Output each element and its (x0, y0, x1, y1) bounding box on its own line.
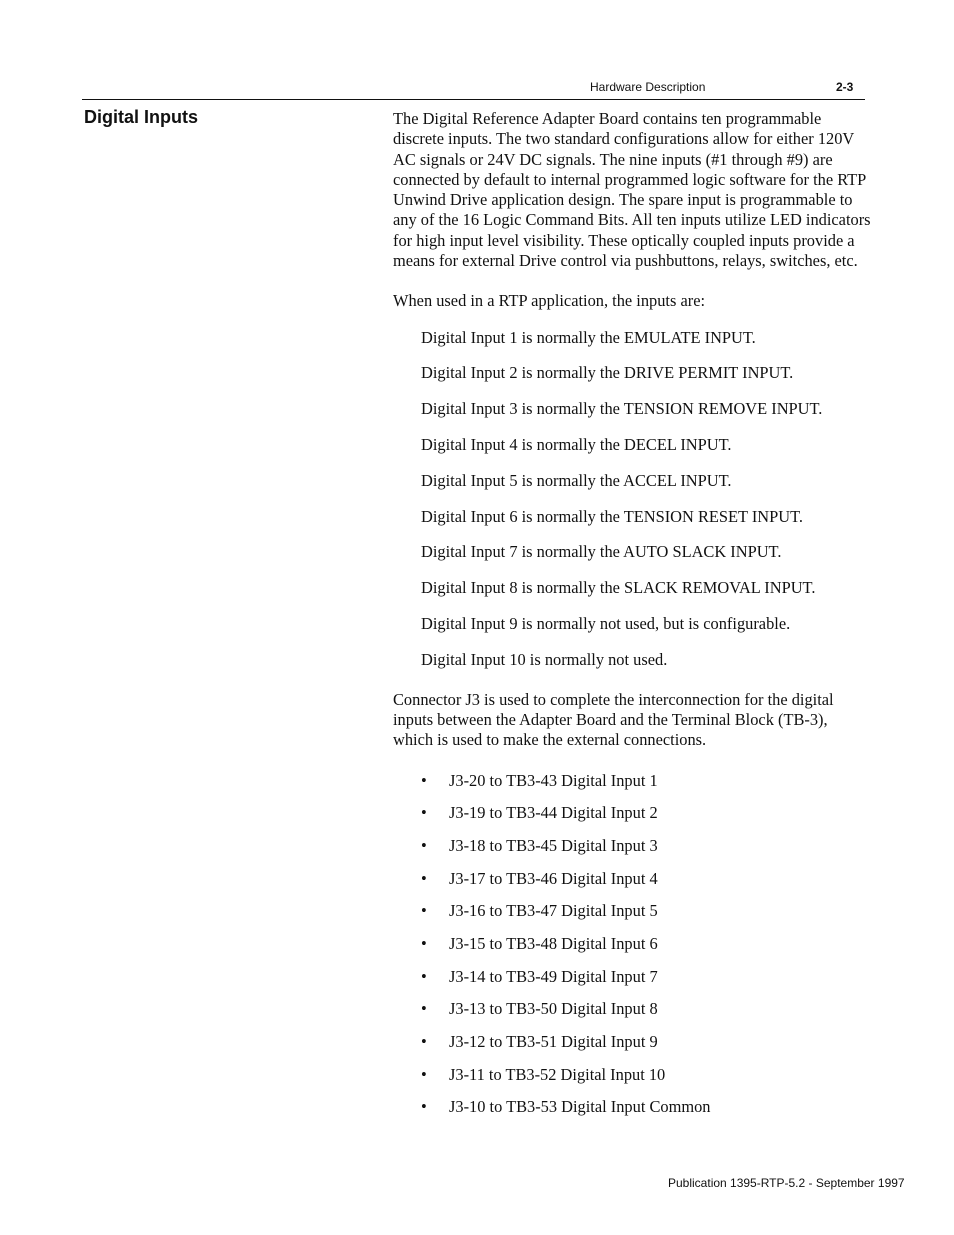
pin-map-text: J3-14 to TB3-49 Digital Input 7 (449, 966, 658, 986)
input-assignment-item: Digital Input 5 is normally the ACCEL INPUT. (421, 470, 732, 490)
page-number: 2-3 (836, 80, 854, 94)
input-assignment-item: Digital Input 1 is normally the EMULATE INPUT. (421, 327, 756, 347)
pin-map-text: J3-17 to TB3-46 Digital Input 4 (449, 868, 658, 888)
pin-map-item (393, 771, 871, 804)
bullet-icon: • (421, 933, 427, 953)
bullet-icon: • (421, 803, 427, 823)
publication-footer: Publication 1395-RTP-5.2 - September 1997 (668, 1176, 905, 1190)
input-assignment-item: Digital Input 6 is normally the TENSION RESET INPUT. (421, 506, 803, 526)
input-assignment-item: Digital Input 10 is normally not used. (421, 649, 668, 669)
bullet-icon: • (421, 999, 427, 1019)
pin-map-item (393, 869, 871, 902)
pin-map-item (393, 1065, 871, 1098)
running-header-title: Hardware Description (590, 80, 706, 94)
connector-paragraph: Connector J3 is used to complete the interconnection for the digital inputs between the Adapter Board and the Terminal Block (TB-3), which is used to make the external connections. (393, 689, 834, 750)
pin-map-item (393, 836, 871, 869)
pin-map-item (393, 999, 871, 1032)
pin-map-text: J3-13 to TB3-50 Digital Input 8 (449, 999, 658, 1019)
input-assignment-item: Digital Input 3 is normally the TENSION REMOVE INPUT. (421, 399, 823, 419)
pin-map-item (393, 1097, 871, 1130)
bullet-icon: • (421, 1097, 427, 1117)
rtp-lead-paragraph: When used in a RTP application, the inputs are: (393, 291, 706, 311)
input-assignment-item: Digital Input 4 is normally the DECEL INPUT. (421, 435, 732, 455)
bullet-icon: • (421, 868, 427, 888)
intro-paragraph: The Digital Reference Adapter Board contains ten programmable discrete inputs. The two standard configurations allow for either 120V AC signals or 24V DC signals. The nine inputs (#1 through #9) are connected by default to internal programmed logic software for the RTP Unwind Drive application design. The spare input is programmable to any of the 16 Logic Command Bits. All ten inputs utilize LED indicators for high input level visibility. These optically coupled inputs provide a means for external Drive control via pushbuttons, relays, switches, etc. (393, 109, 871, 271)
input-assignment-item: Digital Input 7 is normally the AUTO SLACK INPUT. (421, 542, 782, 562)
pin-map-text: J3-20 to TB3-43 Digital Input 1 (449, 770, 658, 790)
pin-map-item (393, 901, 871, 934)
bullet-icon: • (421, 901, 427, 921)
pin-map-item (393, 934, 871, 967)
pin-map-text: J3-10 to TB3-53 Digital Input Common (449, 1097, 711, 1117)
header-rule (82, 99, 865, 100)
input-assignment-item: Digital Input 8 is normally the SLACK REMOVAL INPUT. (421, 578, 816, 598)
pin-map-text: J3-15 to TB3-48 Digital Input 6 (449, 933, 658, 953)
bullet-icon: • (421, 1064, 427, 1084)
bullet-icon: • (421, 1032, 427, 1052)
bullet-icon: • (421, 966, 427, 986)
pin-map-text: J3-19 to TB3-44 Digital Input 2 (449, 803, 658, 823)
pin-map-item (393, 1032, 871, 1065)
pin-map-list (393, 771, 871, 1131)
bullet-icon: • (421, 770, 427, 790)
pin-map-item (393, 803, 871, 836)
pin-map-text: J3-18 to TB3-45 Digital Input 3 (449, 835, 658, 855)
pin-map-text: J3-12 to TB3-51 Digital Input 9 (449, 1032, 658, 1052)
bullet-icon: • (421, 835, 427, 855)
section-body (393, 109, 871, 1130)
input-assignment-list (393, 328, 871, 686)
pin-map-item (393, 967, 871, 1000)
section-heading: Digital Inputs (84, 107, 198, 127)
pin-map-text: J3-16 to TB3-47 Digital Input 5 (449, 901, 658, 921)
pin-map-text: J3-11 to TB3-52 Digital Input 10 (449, 1064, 666, 1084)
input-assignment-item: Digital Input 9 is normally not used, but is configurable. (421, 614, 791, 634)
input-assignment-item: Digital Input 2 is normally the DRIVE PERMIT INPUT. (421, 363, 794, 383)
